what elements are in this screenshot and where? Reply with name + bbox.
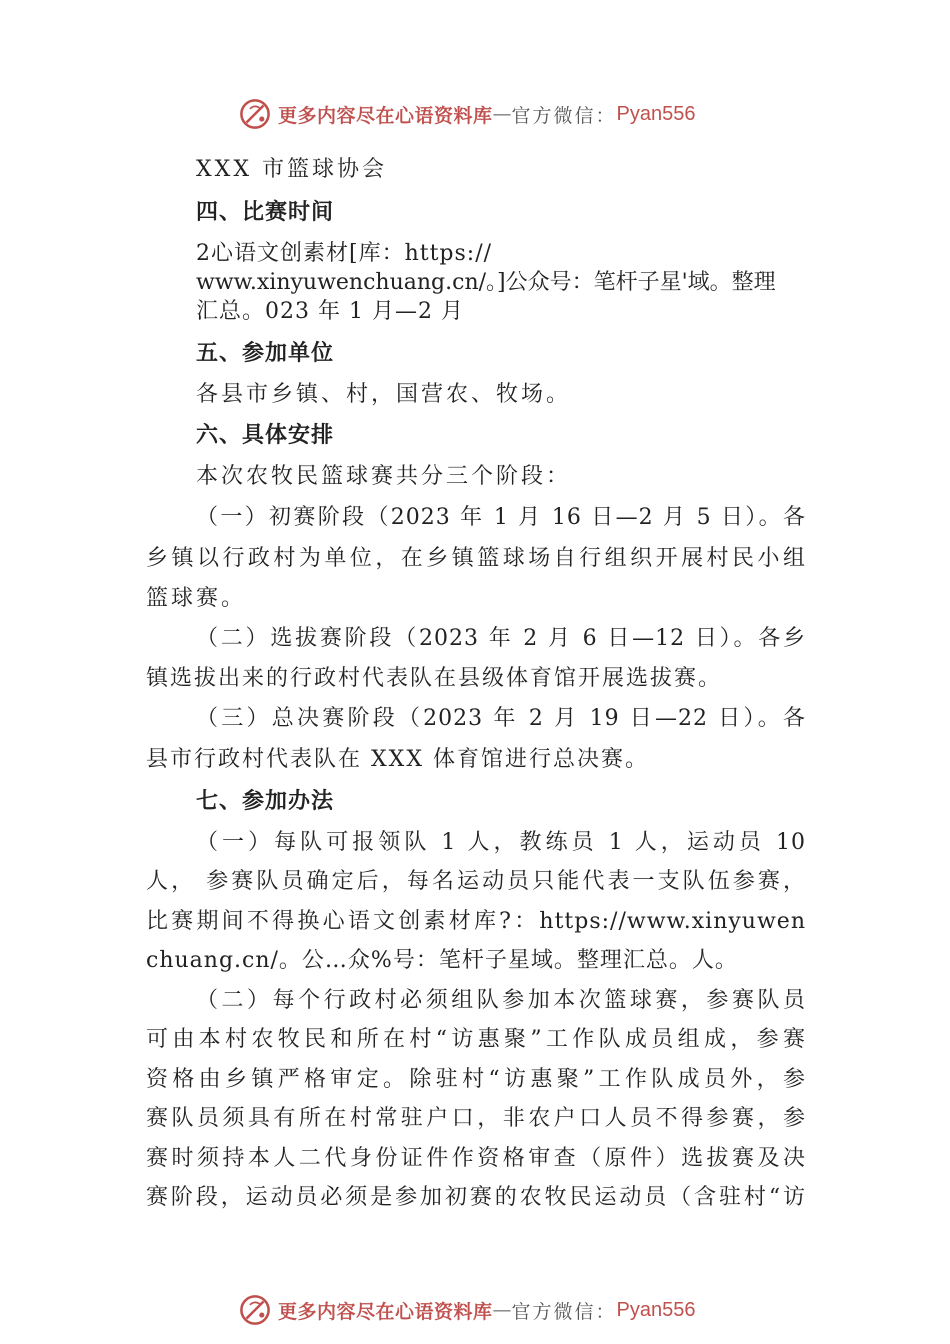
paragraph-line: 各县市乡镇、村，国营农、牧场。 xyxy=(196,382,572,407)
paragraph-line: 2心语文创素材[库：https:// xyxy=(196,241,493,266)
paragraph-line: 赛时须持本人二代身份证件作资格审查（原件）选拔赛及决 xyxy=(146,1146,806,1171)
paragraph-line: （三）总决赛阶段（2023 年 2 月 19 日—22 日）。各 xyxy=(196,706,806,731)
section-heading-units: 五、参加单位 xyxy=(196,341,335,366)
banner-dash: — xyxy=(492,103,512,125)
paragraph-line: 本次农牧民篮球赛共分三个阶段： xyxy=(196,464,572,489)
paragraph-line: www.xinyuwenchuang.cn/。]公众号：笔杆子星'域。整理 xyxy=(196,270,776,295)
section-heading-arrangement: 六、具体安排 xyxy=(196,423,335,448)
banner-wechat-label: 官方微信： xyxy=(511,1300,617,1323)
paragraph-line: （一）初赛阶段（2023 年 1 月 16 日—2 月 5 日）。各 xyxy=(196,505,806,530)
paragraph-line: （二）选拔赛阶段（2023 年 2 月 6 日—12 日）。各乡 xyxy=(196,626,806,651)
banner-dash: — xyxy=(492,1299,512,1321)
paragraph-line: 人， 参赛队员确定后，每名运动员只能代表一支队伍参赛， xyxy=(146,869,806,894)
paragraph-line: 篮球赛。 xyxy=(146,586,247,611)
logo-icon xyxy=(238,1293,272,1327)
logo-icon xyxy=(238,97,272,131)
footer-banner xyxy=(238,1292,696,1328)
banner-brand: 更多内容尽在心语资料库 xyxy=(278,1300,493,1323)
header-banner xyxy=(238,96,696,132)
paragraph-line: （二）每个行政村必须组队参加本次篮球赛，参赛队员 xyxy=(196,988,806,1013)
section-heading-time: 四、比赛时间 xyxy=(196,200,335,225)
paragraph-line: 赛队员须具有所在村常驻户口，非农户口人员不得参赛，参 xyxy=(146,1106,806,1131)
paragraph-line: 县市行政村代表队在 XXX 体育馆进行总决赛。 xyxy=(146,747,649,772)
paragraph-line: 赛阶段，运动员必须是参加初赛的农牧民运动员（含驻村“访 xyxy=(146,1185,806,1210)
paragraph-line: 镇选拔出来的行政村代表队在县级体育馆开展选拔赛。 xyxy=(146,666,723,691)
paragraph-line: 乡镇以行政村为单位，在乡镇篮球场自行组织开展村民小组 xyxy=(146,546,806,571)
banner-wechat-label: 官方微信： xyxy=(511,104,617,127)
paragraph-line: chuang.cn/。公…众%号：笔杆子星域。整理汇总。人。 xyxy=(146,948,738,973)
banner-wechat-id: Pyan556 xyxy=(616,1298,696,1321)
paragraph-line: 比赛期间不得换心语文创素材库?：https://www.xinyuwen xyxy=(146,909,806,934)
banner-brand: 更多内容尽在心语资料库 xyxy=(278,104,493,127)
paragraph-line: （一）每队可报领队 1 人，教练员 1 人，运动员 10 xyxy=(196,830,806,855)
org-line: XXX 市篮球协会 xyxy=(196,157,387,182)
paragraph-line: 可由本村农牧民和所在村“访惠聚”工作队成员组成，参赛 xyxy=(146,1027,806,1052)
paragraph-line: 资格由乡镇严格审定。除驻村“访惠聚”工作队成员外，参 xyxy=(146,1067,806,1092)
banner-wechat-id: Pyan556 xyxy=(616,102,696,125)
section-heading-method: 七、参加办法 xyxy=(196,789,335,814)
paragraph-line: 汇总。023 年 1 月—2 月 xyxy=(196,299,464,324)
